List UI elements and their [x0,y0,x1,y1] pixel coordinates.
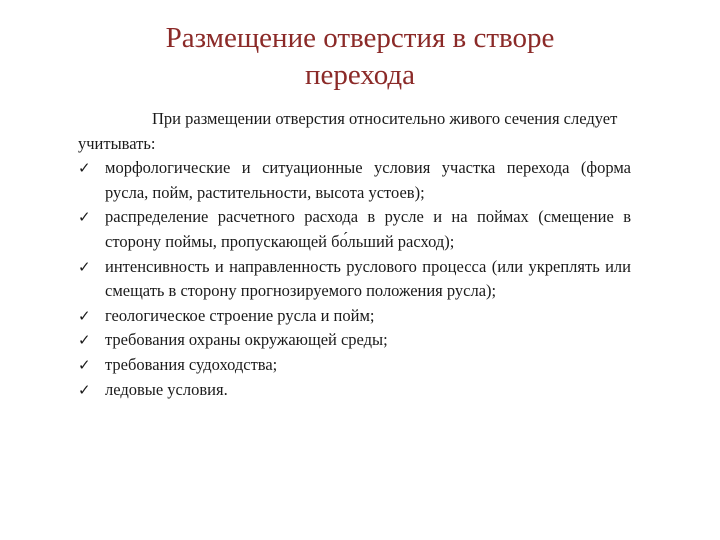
list-item [78,255,631,304]
checkmark-icon: ✓ [78,208,91,227]
slide-title [60,20,660,94]
list-item [78,353,631,378]
title-line-1: Размещение отверстия в створе [165,22,555,54]
checkmark-icon: ✓ [78,355,91,374]
list-item-text: геологическое строение русла и пойм; [105,305,375,325]
intro-paragraph: При размещении отверстия относительно живого сечения следует учитывать: [78,109,618,153]
list-item [78,304,631,329]
list-item [78,378,631,403]
checkmark-icon: ✓ [78,306,91,325]
list-item [78,156,631,205]
checkmark-icon: ✓ [78,380,91,399]
list-item-text: морфологические и ситуационные условия участка перехода (форма русла, пойм, растительности, высота устоев); [105,158,631,202]
title-line-2: перехода [304,59,416,91]
list-item [78,205,631,254]
checkmark-icon: ✓ [78,257,91,276]
requirements-list [78,156,631,402]
list-item-text: требования охраны окружающей среды; [105,330,388,350]
list-item [78,328,631,353]
checkmark-icon: ✓ [78,159,91,178]
list-item-text: ледовые условия. [105,379,228,399]
slide-body [78,107,631,402]
list-item-text: распределение расчетного расхода в русле и на поймах (смещение в сторону поймы, пропускающей бо́льший расход); [105,207,631,251]
checkmark-icon: ✓ [78,331,91,350]
list-item-text: интенсивность и направленность руслового процесса (или укреплять или смещать в сторону прогнозируемого положения русла); [105,256,631,301]
list-item-text: требования судоходства; [105,354,278,374]
